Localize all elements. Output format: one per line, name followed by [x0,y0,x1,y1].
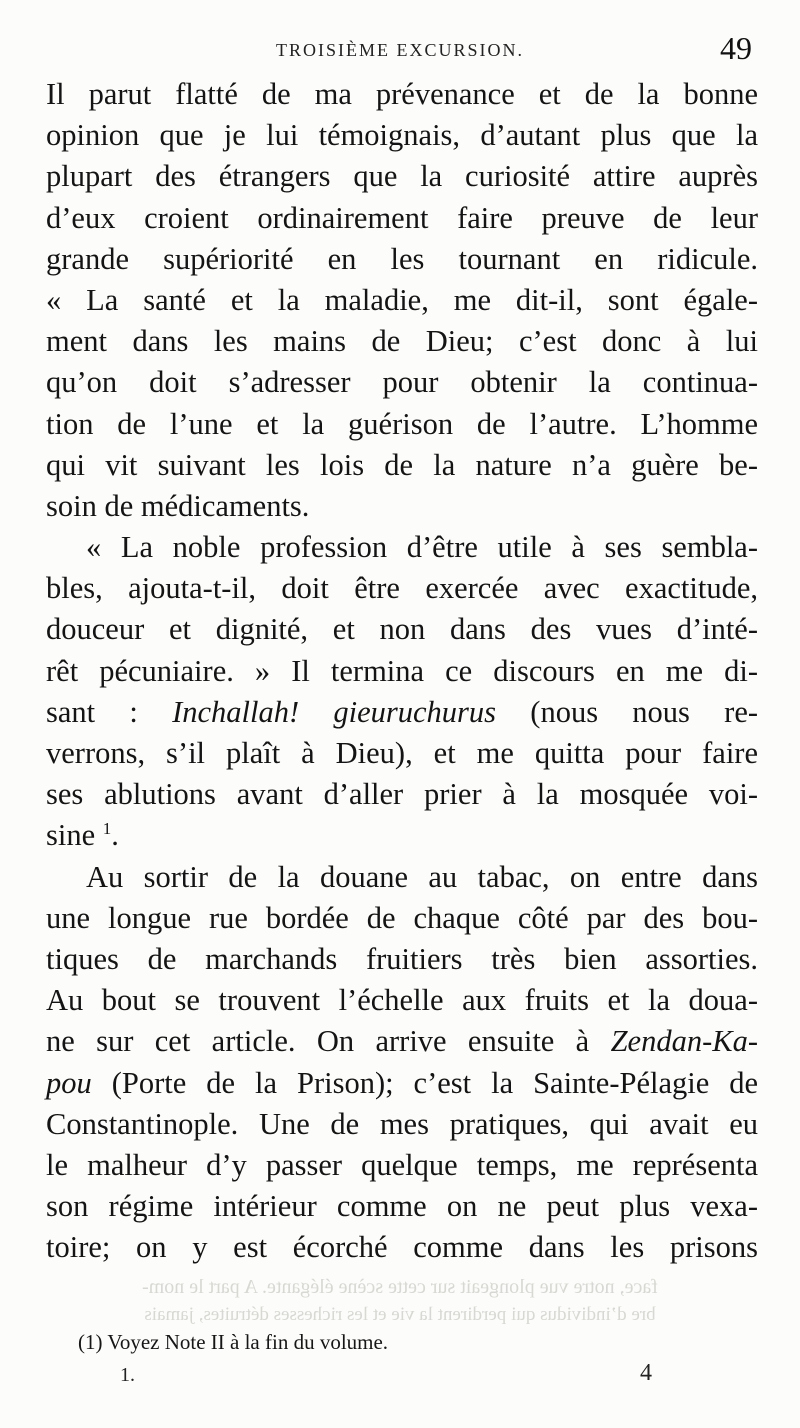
text-line-mixed [46,692,758,733]
show-through-text: bre d’individus qui perdirent la vie et les richesses détruites, jamais [144,1304,656,1325]
text-line-mixed [46,815,758,856]
text-segment: (nous nous re- [530,694,759,729]
text-line: « La santé et la maladie, me dit-il, sont égale- [46,282,758,317]
text-line-mixed [46,1021,758,1062]
italic-phrase: Zendan-Ka- [610,1024,759,1059]
text-line: d’eux croient ordinairement faire preuve de leur [46,200,758,235]
text-line: tion de l’une et la guérison de l’autre. L’homme [46,406,758,441]
show-through-text: face, notre vue plongeait sur cette scène élégante. A part le nom- [142,1276,658,1298]
page-header [40,30,760,70]
text-line: verrons, s’il plaît à Dieu), et me quitta pour faire [46,736,758,770]
signature-mark: 1. [120,1364,135,1386]
text-line: Constantinople. Une de mes pratiques, qui avait eu [46,1106,758,1141]
text-line: grande supériorité en les tournant en ridicule. [46,241,758,276]
body-text [46,74,758,1268]
text-line-mixed [46,1063,758,1104]
running-title: TROISIÈME EXCURSION. [275,40,524,60]
text-line: toire; on y est écorché comme dans les prisons [46,1230,758,1265]
text-line: qui vit suivant les lois de la nature n’a guère be- [46,447,758,482]
text-line: Il parut flatté de ma prévenance et de la bonne [46,77,758,111]
text-line: ses ablutions avant d’aller prier à la mosquée voi- [46,777,758,812]
text-line: plupart des étrangers que la curiosité attire auprès [46,159,758,194]
text-line: bles, ajouta-t-il, doit être exercée avec exactitude, [46,571,758,606]
text-line: qu’on doit s’adresser pour obtenir la continua- [46,365,758,400]
sheet-number: 4 [640,1360,652,1386]
footnote-marker: 1 [102,819,112,839]
text-line: rêt pécuniaire. » Il termina ce discours en me di- [46,653,758,688]
text-line: son régime intérieur comme on ne peut plus vexa- [46,1189,758,1224]
text-segment: sine [46,818,96,853]
text-line: douceur et dignité, et non dans des vues d’inté- [46,612,758,647]
italic-phrase: pou [46,1065,92,1100]
text-segment: ne sur cet article. On arrive ensuite à [46,1024,590,1059]
text-line: le malheur d’y passer quelque temps, me représenta [46,1147,758,1182]
text-line: ment dans les mains de Dieu; c’est donc à lui [46,324,758,359]
page-number: 49 [720,30,752,66]
text-line: opinion que je lui témoignais, d’autant plus que la [46,118,758,153]
text-line: une longue rue bordée de chaque côté par des bou- [46,900,758,935]
text-segment: (Porte de la Prison); c’est la Sainte-Pélagie de [111,1065,759,1100]
text-segment: . [111,818,119,853]
text-line: tiques de marchands fruitiers très bien assorties. [46,941,758,976]
text-line: Au bout se trouvent l’échelle aux fruits et la doua- [46,983,758,1018]
footnote: (1) Voyez Note II à la fin du volume. [78,1330,389,1354]
text-line: soin de médicaments. [46,488,310,523]
text-line: « La noble profession d’être utile à ses sembla- [86,530,758,565]
text-segment: sant : [46,694,138,729]
text-line: Au sortir de la douane au tabac, on entre dans [86,859,758,894]
italic-phrase: Inchallah! gieuruchurus [172,694,497,729]
